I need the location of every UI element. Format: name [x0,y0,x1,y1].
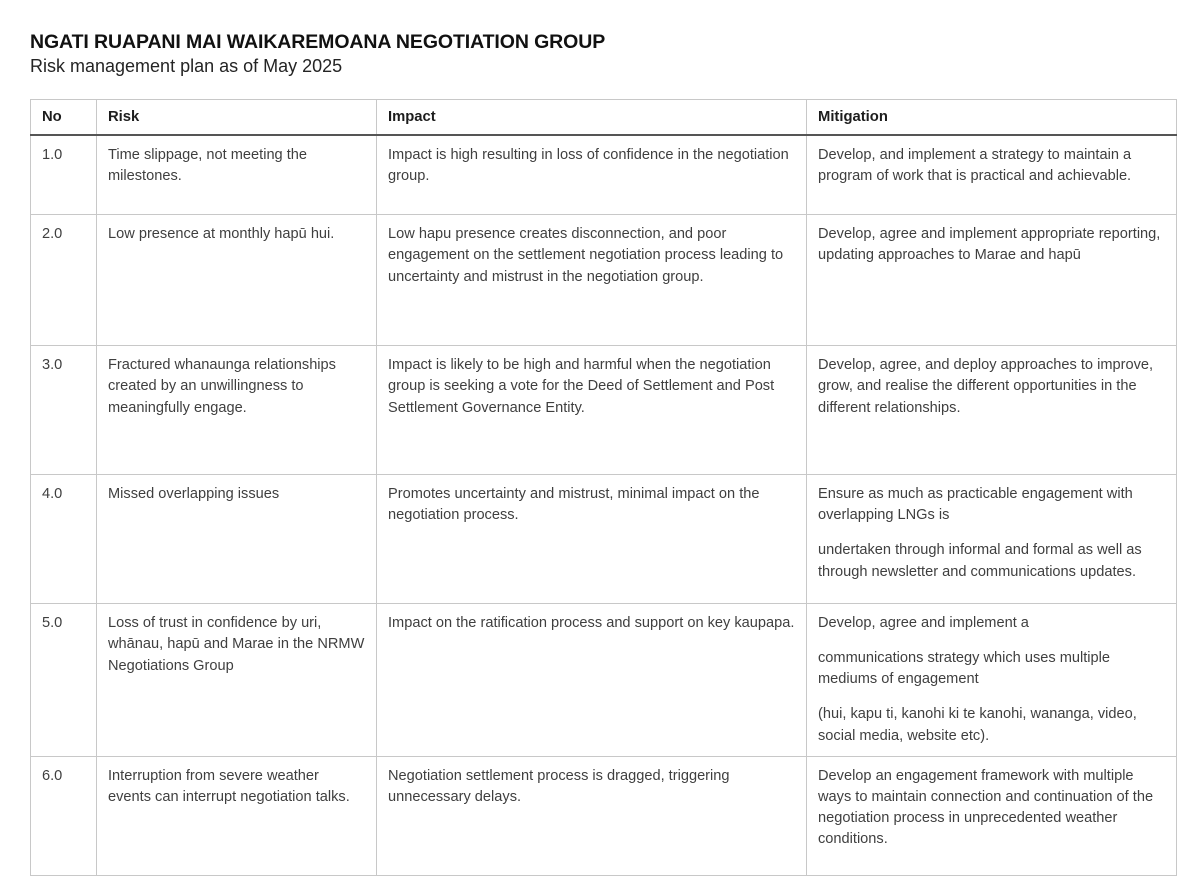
cell-no: 4.0 [31,475,97,604]
cell-mitigation [807,756,1177,875]
cell-risk [97,475,377,604]
cell-mitigation [807,475,1177,604]
cell-mitigation-paragraph: Develop, agree and implement appropriate reporting, updating approaches to Marae and hapū [818,226,1161,264]
cell-mitigation-paragraph: (hui, kapu ti, kanohi ki te kanohi, wananga, video, social media, website etc). [818,706,1137,744]
cell-risk [97,756,377,875]
cell-risk-paragraph: Fractured whanaunga relationships created by an unwillingness to meaningfully engage. [108,357,336,416]
cell-impact-paragraph: Impact on the ratification process and support on key kaupapa. [388,615,795,632]
cell-no: 6.0 [31,756,97,875]
cell-impact [377,135,807,215]
cell-mitigation-paragraph: Develop an engagement framework with multiple ways to maintain connection and continuation of the negotiation process in unprecedented weather conditions. [818,767,1154,848]
cell-risk-paragraph: Missed overlapping issues [108,486,280,503]
cell-mitigation-paragraph: undertaken through informal and formal as well as through newsletter and communications updates. [818,542,1142,580]
cell-impact-paragraph: Negotiation settlement process is dragged, triggering unnecessary delays. [388,767,730,805]
cell-mitigation-paragraph: Ensure as much as practicable engagement with overlapping LNGs is [818,486,1133,524]
table-row [31,475,1177,604]
cell-risk [97,346,377,475]
cell-mitigation-paragraph: Develop, agree, and deploy approaches to improve, grow, and realise the different opportunities in the different relationships. [818,357,1154,416]
cell-mitigation-paragraph: communications strategy which uses multiple mediums of engagement [818,650,1110,688]
risk-management-table [30,99,1177,876]
cell-impact-paragraph: Impact is likely to be high and harmful when the negotiation group is seeking a vote for the Deed of Settlement and Post Settlement Governance Entity. [388,357,775,416]
cell-risk [97,215,377,346]
cell-impact [377,346,807,475]
page-subtitle: Risk management plan as of May 2025 [30,56,343,77]
cell-impact [377,475,807,604]
table-row [31,346,1177,475]
cell-impact [377,604,807,757]
table-row [31,604,1177,757]
cell-risk [97,135,377,215]
column-header-mitigation: Mitigation [807,99,1177,135]
cell-risk-paragraph: Time slippage, not meeting the milestones. [108,147,308,185]
cell-impact-paragraph: Impact is high resulting in loss of confidence in the negotiation group. [388,147,789,185]
cell-no: 2.0 [31,215,97,346]
cell-no: 1.0 [31,135,97,215]
cell-mitigation [807,604,1177,757]
cell-no: 3.0 [31,346,97,475]
cell-impact [377,756,807,875]
cell-mitigation [807,135,1177,215]
cell-mitigation [807,215,1177,346]
table-header [31,99,1177,135]
cell-mitigation-paragraph: Develop, and implement a strategy to maintain a program of work that is practical and achievable. [818,147,1132,185]
cell-impact-paragraph: Promotes uncertainty and mistrust, minimal impact on the negotiation process. [388,486,760,524]
cell-impact [377,215,807,346]
column-header-impact: Impact [377,99,807,135]
page-title: NGATI RUAPANI MAI WAIKAREMOANA NEGOTIATION GROUP [30,31,606,53]
column-header-risk: Risk [97,99,377,135]
cell-risk-paragraph: Interruption from severe weather events can interrupt negotiation talks. [108,767,350,805]
cell-impact-paragraph: Low hapu presence creates disconnection, and poor engagement on the settlement negotiation process leading to uncertainty and mistrust in the negotiation group. [388,226,784,285]
table-body [31,135,1177,875]
column-header-no: No [31,99,97,135]
cell-mitigation [807,346,1177,475]
cell-risk-paragraph: Low presence at monthly hapū hui. [108,226,335,243]
cell-no: 5.0 [31,604,97,757]
cell-risk-paragraph: Loss of trust in confidence by uri, whānau, hapū and Marae in the NRMW Negotiations Group [108,615,365,674]
table-row [31,215,1177,346]
table-row [31,756,1177,875]
cell-mitigation-paragraph: Develop, agree and implement a [818,615,1029,632]
table-row [31,135,1177,215]
cell-risk [97,604,377,757]
table-header-row [31,99,1177,135]
